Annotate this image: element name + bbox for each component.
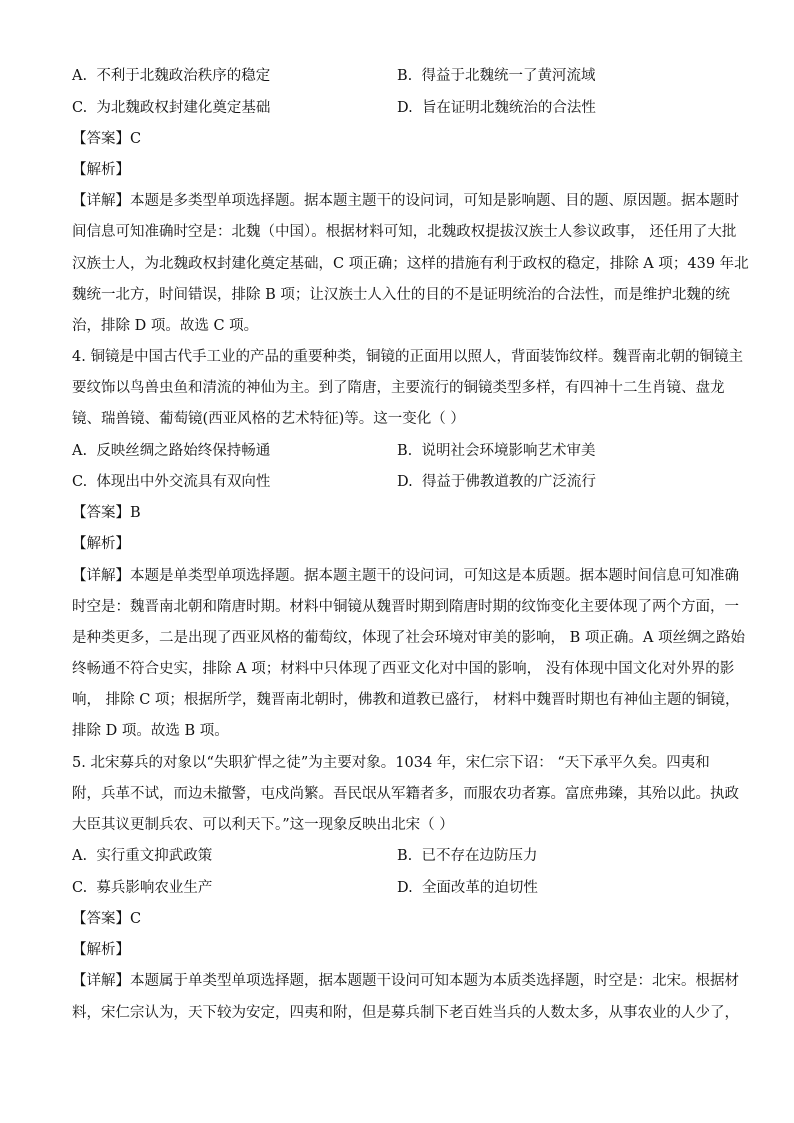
q3-answer: 【答案】C [72, 131, 142, 147]
q3-detail-line: 间信息可知准确时空是：北魏（中国）。根据材料可知，北魏政权提拔汉族士人参议政事， 还任用了大批 [72, 224, 737, 240]
q4-stem-line: 镜、瑞兽镜、葡萄镜(西亚风格的艺术特征)等。这一变化（ ） [72, 411, 465, 427]
q4-detail-line: 时空是：魏晋南北朝和隋唐时期。材料中铜镜从魏晋时期到隋唐时期的纹饰变化主要体现了两个方面，一 [72, 599, 739, 615]
q5-detail-line: 【详解】本题属于单类型单项选择题，据本题题干设问可知本题为本质类选择题，时空是：北宋。根据材 [72, 973, 739, 989]
q5-answer: 【答案】C [72, 911, 142, 927]
q3-detail-line: 【详解】本题是多类型单项选择题。据本题主题干的设问词，可知是影响题、目的题、原因题。据本题时 [72, 193, 739, 209]
q5-option-d: D. 全面改革的迫切性 [397, 880, 538, 896]
q3-option-c: C. 为北魏政权封建化奠定基础 [72, 100, 271, 116]
q4-detail-line: 响， 排除 C 项；根据所学，魏晋南北朝时，佛教和道教已盛行， 材料中魏晋时期也有神仙主题的铜镜， [72, 692, 740, 708]
q4-detail-line: 【详解】本题是单类型单项选择题。据本题主题干的设问词，可知这是本质题。据本题时间信息可知准确 [72, 568, 739, 584]
q5-option-b: B. 已不存在边防压力 [397, 848, 538, 864]
q5-stem-line: 附，兵革不试，而边未撤警，屯戍尚繁。吾民氓从军籍者多，而服农功者寡。富庶弗臻，其殆以此。执政 [72, 786, 739, 802]
q4-answer: 【答案】B [72, 505, 141, 521]
q4-detail-line: 终畅通不符合史实，排除 A 项；材料中只体现了西亚文化对中国的影响， 没有体现中国文化对外界的影 [72, 661, 735, 677]
q3-detail-line: 魏统一北方，时间错误，排除 B 项；让汉族士人入仕的目的不是证明统治的合法性，而是维护北魏的统 [72, 287, 730, 303]
q5-option-c: C. 募兵影响农业生产 [72, 880, 213, 896]
q4-option-b: B. 说明社会环境影响艺术审美 [397, 443, 596, 459]
q3-detail-line: 治，排除 D 项。故选 C 项。 [72, 318, 259, 334]
q3-option-b: B. 得益于北魏统一了黄河流域 [397, 68, 596, 84]
q3-option-d: D. 旨在证明北魏统治的合法性 [397, 100, 596, 116]
q5-detail-line: 料，宋仁宗认为，天下较为安定，四夷和附，但是募兵制下老百姓当兵的人数太多，从事农业的人少了， [72, 1005, 739, 1021]
q3-option-a: A. 不利于北魏政治秩序的稳定 [72, 68, 271, 84]
q4-detail-line: 是种类更多，二是出现了西亚风格的葡萄纹，体现了社会环境对审美的影响， B 项正确。A 项丝绸之路始 [72, 630, 745, 646]
q4-option-d: D. 得益于佛教道教的广泛流行 [397, 474, 596, 490]
q4-detail-line: 排除 D 项。故选 B 项。 [72, 723, 229, 739]
q4-option-c: C. 体现出中外交流具有双向性 [72, 474, 271, 490]
q4-option-a: A. 反映丝绸之路始终保持畅通 [72, 443, 271, 459]
q3-analysis-label: 【解析】 [72, 162, 130, 178]
q5-stem-line: 5. 北宋募兵的对象以“失职犷悍之徒”为主要对象。1034 年，宋仁宗下诏： “天下承平久矣。四夷和 [72, 755, 710, 771]
q3-detail-line: 汉族士人，为北魏政权封建化奠定基础，C 项正确；这样的措施有利于政权的稳定，排除 A 项；439 年北 [72, 256, 749, 272]
q4-stem-line: 要纹饰以鸟兽虫鱼和清流的神仙为主。到了隋唐，主要流行的铜镜类型多样，有四神十二生肖镜、盘龙 [72, 380, 725, 396]
q5-analysis-label: 【解析】 [72, 942, 130, 958]
q4-analysis-label: 【解析】 [72, 536, 130, 552]
q4-stem-line: 4. 铜镜是中国古代手工业的产品的重要种类，铜镜的正面用以照人，背面装饰纹样。魏晋南北朝的铜镜主 [72, 349, 743, 365]
q5-option-a: A. 实行重文抑武政策 [72, 848, 213, 864]
q5-stem-line: 大臣其议更制兵农、可以利天下。”这一现象反映出北宋（ ） [72, 817, 454, 833]
